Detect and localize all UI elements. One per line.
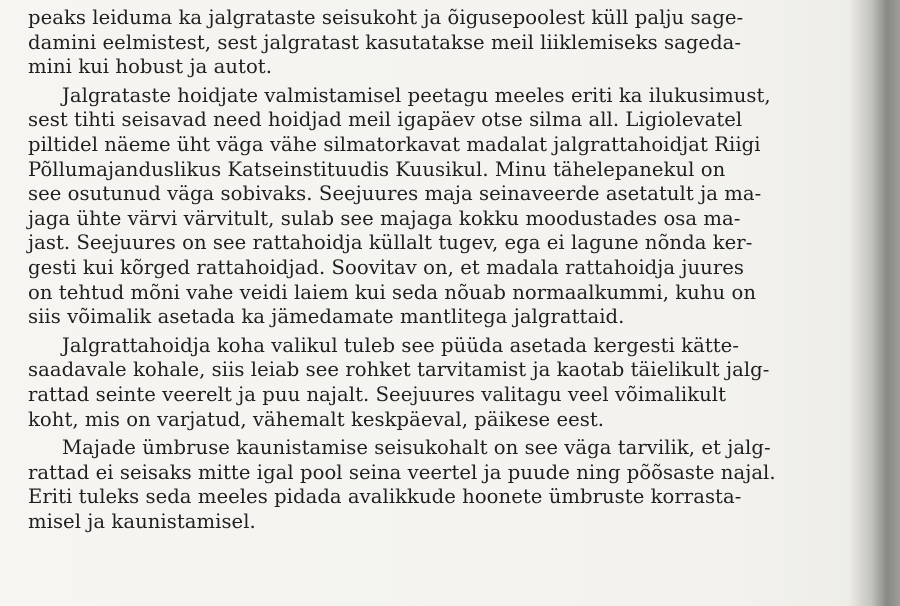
text-line: Majade ümbruse kaunistamise seisukohalt on see väga tarvilik, et jalg-: [62, 436, 771, 460]
paragraph-4: [28, 436, 898, 534]
text-line: piltidel näeme üht väga vähe silmatorkavat madalat jalgrattahoidjat Riigi: [28, 132, 761, 156]
text-line: saadavale kohale, siis leiab see rohket tarvitamist ja kaotab täielikult jalg-: [28, 358, 770, 382]
text-line: siis võimalik asetada ka jämedamate mantlitega jalgrattaid.: [28, 305, 625, 329]
text-line: peaks leiduma ka jalgrataste seisukoht ja õigusepoolest küll palju sage-: [28, 6, 744, 29]
text-line: see osutunud väga sobivaks. Seejuures maja seinaveerde asetatult ja ma-: [28, 182, 762, 206]
text-line: Eriti tuleks seda meeles pidada avalikkude hoonete ümbruste korrasta-: [28, 485, 742, 509]
text-line: koht, mis on varjatud, vähemalt keskpäeval, päikese eest.: [28, 407, 605, 431]
body-text: [28, 6, 898, 538]
text-line: sest tihti seisavad need hoidjad meil igapäev otse silma all. Ligiolevatel: [28, 108, 743, 132]
text-line: jast. Seejuures on see rattahoidja küllalt tugev, ega ei lagune nõnda ker-: [28, 231, 753, 255]
text-line: on tehtud mõni vahe veidi laiem kui seda nõuab normaalkummi, kuhu on: [28, 280, 756, 304]
text-line: rattad ei seisaks mitte igal pool seina veertel ja puude ning põõsaste najal.: [28, 460, 776, 484]
paragraph-3: [28, 334, 898, 432]
text-line: damini eelmistest, sest jalgratast kasutatakse meil liiklemiseks sageda-: [28, 30, 742, 54]
text-line: rattad seinte veerelt ja puu najalt. Seejuures valitagu veel võimalikult: [28, 382, 727, 406]
paragraph-1: [28, 6, 898, 80]
text-line: mini kui hobust ja autot.: [28, 55, 272, 79]
text-line: jaga ühte värvi värvitult, sulab see majaga kokku moodustades osa ma-: [28, 206, 741, 230]
text-line: Põllumajanduslikus Katseinstituudis Kuusikul. Minu tähelepanekul on: [28, 157, 726, 181]
paragraph-2: [28, 84, 898, 330]
text-line: Jalgrattahoidja koha valikul tuleb see püüda asetada kergesti kätte-: [62, 333, 739, 357]
text-line: gesti kui kõrged rattahoidjad. Soovitav on, et madala rattahoidja juures: [28, 255, 745, 279]
text-line: misel ja kaunistamisel.: [28, 509, 256, 533]
text-line: Jalgrataste hoidjate valmistamisel peetagu meeles eriti ka ilukusimust,: [62, 83, 771, 107]
